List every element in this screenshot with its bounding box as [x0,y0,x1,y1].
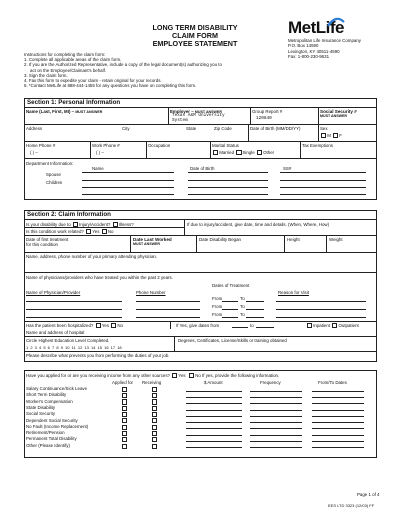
ssn-must-answer: MUST ANSWER [320,114,348,118]
amount-line[interactable] [186,428,242,429]
work-related-yes-checkbox[interactable] [86,229,91,234]
child-ss-line[interactable] [280,180,366,181]
physicians-question: Name of physicians/providers who have treated you within the past 2 years. [26,275,173,280]
ssn-label: Social Security # [320,109,357,114]
dep-ss-header: SS# [283,166,292,171]
spouse-dob-line[interactable] [188,172,268,173]
receiving-checkbox[interactable] [152,418,157,423]
receiving-checkbox[interactable] [152,425,157,430]
group-value: 120840 [256,116,272,121]
receiving-header: Receiving [142,380,162,385]
to-label: To [240,296,245,301]
company-line: Lexington, KY 40511-4590 [288,48,340,54]
income-type-label: Other (Please Identify) [26,442,70,448]
applied-for-checkbox[interactable] [122,406,127,411]
frequency-line[interactable] [250,416,302,417]
frequency-line[interactable] [250,391,302,392]
frequency-line[interactable] [250,428,302,429]
amount-line[interactable] [186,403,242,404]
hospital-question: Has the patient been hospitalized? Yes No [26,323,124,328]
inpatient-checkbox[interactable] [307,323,312,328]
receiving-checkbox[interactable] [152,412,157,417]
from-to-line[interactable] [312,397,364,398]
applied-for-checkbox[interactable] [122,387,127,392]
phone-line[interactable] [136,317,200,318]
child-dob-line[interactable] [188,194,268,195]
applied-for-checkbox[interactable] [122,412,127,417]
amount-line[interactable] [186,410,242,411]
sex-f-checkbox[interactable] [333,133,338,138]
child-dob-line[interactable] [188,187,268,188]
receiving-checkbox[interactable] [152,431,157,436]
instruction-item: 2. If you are the Authorized Representative, include a copy of the legal document(s) authorizing you to [24,62,222,68]
hospital-from-line[interactable] [232,327,248,328]
spouse-ss-line[interactable] [280,172,366,173]
work-related-no-checkbox[interactable] [102,229,107,234]
child-ss-line[interactable] [280,194,366,195]
applied-for-checkbox[interactable] [122,431,127,436]
sex-m-checkbox[interactable] [321,133,326,138]
title-line-3: EMPLOYEE STATEMENT [152,39,238,49]
frequency-line[interactable] [250,410,302,411]
receiving-checkbox[interactable] [152,387,157,392]
reason-line[interactable] [276,309,366,310]
frequency-line[interactable] [250,435,302,436]
amount-line[interactable] [186,416,242,417]
child-dob-line[interactable] [188,180,268,181]
frequency-header: Frequency [260,380,281,385]
instruction-item: 1. Complete all applicable areas of the claim form. [24,57,122,63]
children-label: Children [46,180,63,185]
form-id: EES LTD 3323 (12/03) FF [328,503,375,508]
instruction-item: 3. Sign the claim form. [24,72,68,78]
phone-col-header: Phone Number [136,290,166,295]
last-worked-label: Date Last Worked [133,237,172,242]
frequency-line[interactable] [250,397,302,398]
employer-label: Employer – MUST ANSWER [170,109,222,114]
degrees-label: Degrees, Certificates, License/Skills or training obtained [178,338,287,343]
metlife-logo [288,18,344,38]
income-type-label: No Fault (Income Replacement) [26,423,89,429]
from-to-line[interactable] [312,391,364,392]
income-no-checkbox[interactable] [189,373,194,378]
from-to-line[interactable] [312,422,364,423]
to-label: To [240,312,245,317]
outpatient-checkbox[interactable] [332,323,337,328]
hospital-yes-checkbox[interactable] [96,323,101,328]
instruction-item: 4. Fax this form to expedite your claim - retain original for your records. [24,78,162,84]
reason-col-header: Reason for Visit [278,290,309,295]
education-levels[interactable]: 1 2 3 4 5 6 7 8 9 10 11 12 13 14 15 16 17 18 [26,345,122,350]
amount-line[interactable] [186,435,242,436]
from-to-line[interactable] [312,416,364,417]
to-line[interactable] [246,301,264,302]
from-label: From [212,296,223,301]
physician-line[interactable] [26,309,122,310]
from-to-line[interactable] [312,447,364,448]
group-label: Group Report # [252,109,283,114]
amount-line[interactable] [186,391,242,392]
income-type-label: Retirement/Pension [26,430,65,436]
title-line-2: CLAIM FORM [172,31,218,41]
disability-question: Is your disability due to Injury/Accident? Illness? [26,222,134,227]
frequency-line[interactable] [250,403,302,404]
single-checkbox[interactable] [236,150,241,155]
dept-label: Department Information: [26,161,74,166]
to-line[interactable] [246,317,264,318]
sex-options: M F [320,133,342,138]
married-checkbox[interactable] [213,150,218,155]
amount-header: $ Amount [204,380,223,385]
dates-header: Dates of Treatment [212,283,250,288]
from-line[interactable] [222,301,238,302]
income-type-label: Social Security [26,411,56,417]
duties-question: Please describe what prevents you from performing the duties of your job. [26,353,170,358]
frequency-line[interactable] [250,447,302,448]
height-label: Height [287,237,300,242]
from-label: From [212,312,223,317]
education-label: Circle Highest Education Level Completed. [26,338,110,343]
instruction-item: 5. *Contact MetLife at 888-444-1455 for any questions you have on completing this form. [24,83,197,89]
income-type-label: Permanent Total Disability [26,436,77,442]
last-worked-must-answer: MUST ANSWER [133,242,161,246]
marital-options: Married Single Other [212,150,274,155]
amount-line[interactable] [186,422,242,423]
company-address [288,38,361,60]
employer-value: Texas A&M University System [172,113,225,123]
weight-label: Weight [329,237,343,242]
injury-details-question: If due to injury/accident, give date, time and details. (When, Where, How) [187,222,330,227]
applied-for-checkbox[interactable] [122,393,127,398]
applied-for-checkbox[interactable] [122,425,127,430]
page-number: Page 1 of 4 [357,492,380,497]
from-label: From [212,304,223,309]
receiving-checkbox[interactable] [152,393,157,398]
amount-line[interactable] [186,441,242,442]
section-1-title: Section 1: Personal Information [25,99,225,107]
from-to-line[interactable] [312,428,364,429]
applied-for-checkbox[interactable] [122,418,127,423]
from-to-header: From/To Dates [318,380,347,385]
instructions-title: Instructions for completing the claim form: [24,52,106,57]
home-phone-label: Home Phone # [26,143,56,148]
hospital-no-checkbox[interactable] [111,323,116,328]
amount-line[interactable] [186,397,242,398]
applied-for-checkbox[interactable] [122,437,127,442]
from-to-line[interactable] [312,435,364,436]
phone-line[interactable] [136,309,200,310]
physician-line[interactable] [26,317,122,318]
to-label: To [240,304,245,309]
income-type-label: Worker's Compensation [26,398,73,404]
from-to-line[interactable] [312,403,364,404]
home-phone-field[interactable]: ( ) – [30,150,38,155]
address-label: Address [26,126,43,131]
form-title [130,24,260,49]
company-line: Metropolitan Life Insurance Company [288,38,361,43]
work-related-question: Is this condition work related? Yes No [26,229,114,234]
from-to-line[interactable] [312,441,364,442]
child-name-line[interactable] [82,194,174,195]
hospital-to-label: to [250,323,254,328]
physician-col-header: Name of Physician/Provider [26,290,81,295]
inpatient-outpatient: Inpatient Outpatient [306,323,359,328]
first-treatment-label: Date of first treatment for this condition [26,237,69,247]
disability-began-label: Date Disability Began [199,237,241,242]
metlife-mark-icon [326,16,346,28]
physician-question: Name, address, phone number of your primary attending physician. [26,254,158,259]
hospital-dates-label: If Yes, give dates from [176,323,220,328]
dep-name-header: Name [92,166,104,171]
occupation-label: Occupation [148,143,171,148]
zip-label: Zip Code [214,126,232,131]
income-type-label: State Disability [26,404,56,410]
other-checkbox[interactable] [257,150,262,155]
dep-dob-header: Date of Birth [190,166,215,171]
child-ss-line[interactable] [280,187,366,188]
tax-label: Tax Exemptions [302,143,333,148]
income-type-label: Salary Continuance/Sick Leave [26,386,88,391]
receiving-checkbox[interactable] [152,437,157,442]
frequency-line[interactable] [250,422,302,423]
applied-for-checkbox[interactable] [122,399,127,404]
city-label: City [122,126,130,131]
child-name-line[interactable] [82,180,174,181]
sex-label: Sex [320,126,328,131]
income-type-label: Short Term Disability [26,392,67,398]
title-line-1: LONG TERM DISABILITY [152,23,238,32]
work-phone-field[interactable]: ( ) – [96,150,104,155]
marital-label: Marital Status [212,143,239,148]
instruction-item: act on the Employee/Claimant's behalf. [30,67,107,73]
income-yes-checkbox[interactable] [172,373,177,378]
to-line[interactable] [246,309,264,310]
amount-line[interactable] [186,447,242,448]
income-question: Have you applied for or are you receiving income from any other sources? Yes No If yes, provide the following information. [26,373,280,378]
brand-name: MetLife [288,18,344,37]
phone-line[interactable] [136,301,200,302]
state-label: State [186,126,197,131]
applied-for-checkbox[interactable] [122,444,127,449]
applied-for-header: Applied for [112,380,133,385]
reason-line[interactable] [276,317,366,318]
from-line[interactable] [222,309,238,310]
dob-label: Date of Birth (MM/DD/YY) [250,126,301,131]
hospital-to-line[interactable] [256,327,274,328]
company-line: P.O. Box 14590 [288,43,319,49]
from-line[interactable] [222,317,238,318]
receiving-checkbox[interactable] [152,444,157,449]
section-2-title: Section 2: Claim Information [25,211,225,219]
from-to-line[interactable] [312,410,364,411]
receiving-checkbox[interactable] [152,399,157,404]
receiving-checkbox[interactable] [152,406,157,411]
hospital-name-label: Name and address of hospital [26,330,85,335]
instructions [24,52,222,88]
spouse-label: Spouse [46,172,61,177]
income-type-label: Dependent Social Security [26,417,78,423]
company-line: Fax: 1-800-230-9631 [288,54,330,60]
physician-line[interactable] [26,301,122,302]
child-name-line[interactable] [82,187,174,188]
work-phone-label: Work Phone # [92,143,120,148]
spouse-name-line[interactable] [82,172,174,173]
reason-line[interactable] [276,301,366,302]
frequency-line[interactable] [250,441,302,442]
name-label: Name (Last, First, MI) – MUST ANSWER [26,109,103,114]
